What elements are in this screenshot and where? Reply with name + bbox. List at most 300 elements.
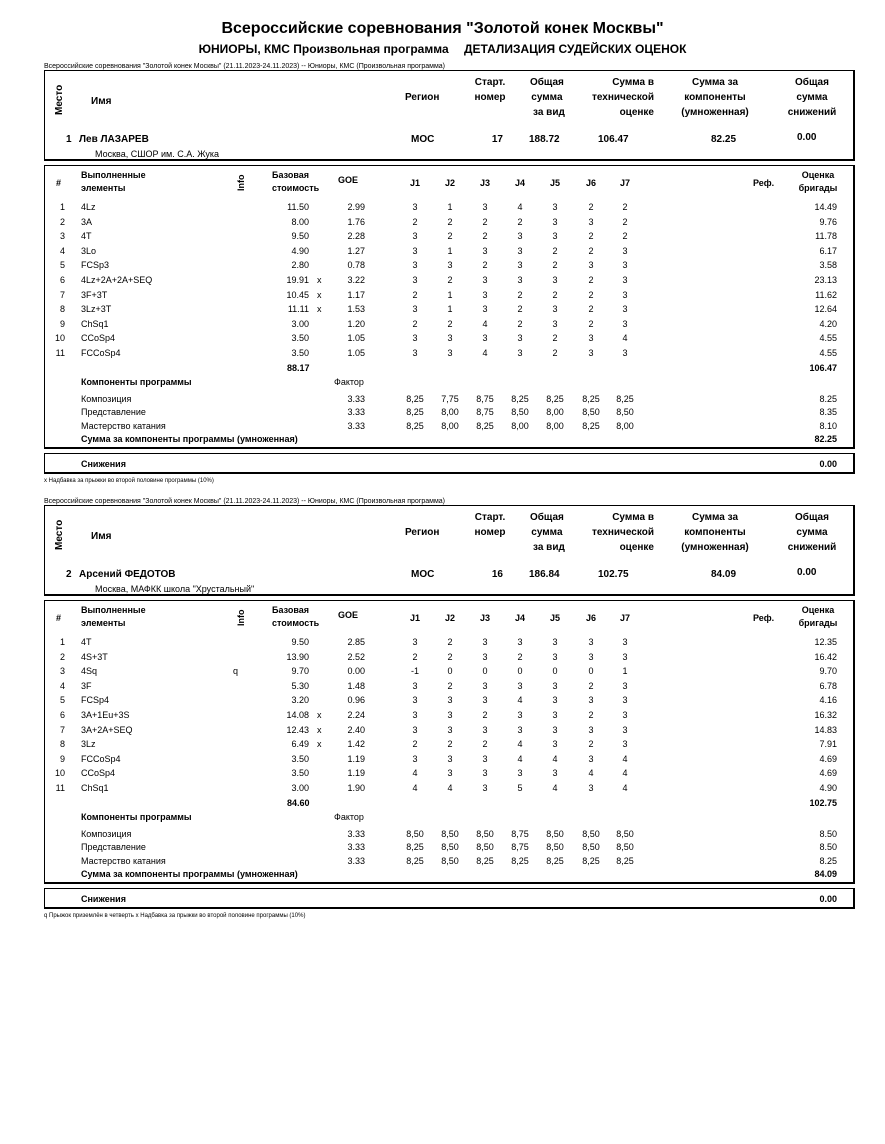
element-base-value: 3.50 <box>291 768 309 779</box>
component-name: Мастерство катания <box>81 855 166 866</box>
second-half-bonus-mark: x <box>317 710 322 720</box>
judge-2-goe: 0 <box>447 666 453 677</box>
element-code: 3Lo <box>81 245 97 256</box>
judge-header-1: J1 <box>409 178 420 188</box>
element-goe: 1.05 <box>347 333 365 344</box>
element-goe: 1.76 <box>347 216 365 227</box>
panel-score-header: Оценка бригады <box>798 605 838 628</box>
total-score: 186.84 <box>529 569 560 580</box>
judge-2-goe: 3 <box>447 348 453 358</box>
judge-4-goe: 2 <box>517 318 523 329</box>
judge-4-goe: 2 <box>517 216 523 227</box>
judge-3-component-mark: 8,50 <box>476 828 494 839</box>
judge-6-goe: 2 <box>588 275 594 285</box>
judge-5-goe: 4 <box>552 783 558 793</box>
element-base-value: 11.50 <box>287 202 309 212</box>
judge-5-goe: 3 <box>552 275 558 285</box>
judge-7-goe: 3 <box>622 348 628 358</box>
judge-6-goe: 3 <box>588 724 594 735</box>
element-goe: 1.19 <box>347 768 365 779</box>
judge-header-3: J3 <box>479 178 490 188</box>
judge-2-component-mark: 7,75 <box>441 393 459 404</box>
judge-1-goe: 3 <box>412 245 418 256</box>
element-base-value: 9.70 <box>291 666 309 677</box>
judge-4-goe: 3 <box>517 637 523 647</box>
judge-7-goe: 2 <box>622 231 628 242</box>
judge-1-component-mark: 8,25 <box>406 842 424 853</box>
judge-2-goe: 3 <box>447 753 453 764</box>
judge-5-goe: 3 <box>552 231 558 242</box>
element-number: 10 <box>54 333 65 344</box>
judge-7-component-mark: 8,50 <box>616 407 634 418</box>
element-panel-score: 4.20 <box>819 318 837 329</box>
judge-1-goe: 2 <box>412 318 418 329</box>
deductions-header: Общая сумма снижений <box>787 512 837 553</box>
judge-1-component-mark: 8,25 <box>406 855 424 866</box>
judge-header-3: J3 <box>479 613 490 623</box>
element-base-value: 3.00 <box>291 318 309 329</box>
judge-5-component-mark: 8,25 <box>546 855 564 866</box>
element-number: 7 <box>59 724 65 735</box>
pcs-header: Сумма за компоненты (умноженная) <box>681 512 749 553</box>
element-code: ChSq1 <box>81 318 109 329</box>
element-goe: 2.52 <box>347 651 365 662</box>
name-header: Имя <box>91 96 112 107</box>
goe-header: GOE <box>338 175 359 185</box>
element-number: 9 <box>59 318 65 329</box>
element-code: 3Lz <box>81 739 96 750</box>
judge-2-goe: 1 <box>447 304 453 315</box>
element-goe: 1.20 <box>347 318 365 329</box>
judge-3-component-mark: 8,25 <box>476 855 494 866</box>
judge-6-goe: 2 <box>588 710 594 720</box>
judge-7-goe: 3 <box>622 304 628 315</box>
judge-1-goe: 3 <box>412 333 418 344</box>
region-header: Регион <box>405 527 440 538</box>
judge-6-component-mark: 8,50 <box>582 842 600 853</box>
element-number: 1 <box>59 637 65 647</box>
element-panel-score: 23.13 <box>814 275 837 285</box>
element-panel-score: 11.62 <box>815 289 837 300</box>
element-base-value: 9.50 <box>291 231 309 242</box>
base-value-header: Базовая стоимость <box>272 605 320 628</box>
element-code: 4T <box>81 231 92 242</box>
judge-2-goe: 3 <box>447 724 453 735</box>
judge-4-component-mark: 8,25 <box>511 393 529 404</box>
region-header: Регион <box>405 92 440 103</box>
judge-1-goe: 3 <box>412 275 418 285</box>
element-number: 2 <box>59 651 65 662</box>
component-panel-score: 8.25 <box>819 855 837 866</box>
judge-2-goe: 1 <box>447 289 453 300</box>
judge-5-component-mark: 8,50 <box>546 828 564 839</box>
element-base-value: 14.08 <box>286 710 309 720</box>
judge-6-goe: 2 <box>588 739 594 750</box>
judge-header-4: J4 <box>514 613 525 623</box>
judge-header-5: J5 <box>549 613 560 623</box>
judge-2-goe: 2 <box>447 680 453 691</box>
judge-2-component-mark: 8,00 <box>441 407 459 418</box>
element-code: 3F <box>81 680 92 691</box>
document-subtitle <box>0 42 885 56</box>
deductions-label: Снижения <box>81 459 126 470</box>
judge-4-goe: 3 <box>517 768 523 779</box>
component-name: Мастерство катания <box>81 420 166 431</box>
element-panel-score: 16.32 <box>814 710 837 720</box>
element-panel-score: 4.55 <box>819 348 837 358</box>
report-type: ДЕТАЛИЗАЦИЯ СУДЕЙСКИХ ОЦЕНОК <box>463 42 687 56</box>
element-number-header: # <box>56 613 62 623</box>
judge-6-goe: 2 <box>588 231 594 242</box>
info-header: Info <box>236 174 246 191</box>
element-goe: 2.99 <box>347 202 365 212</box>
judge-2-goe: 3 <box>447 260 453 271</box>
judge-5-goe: 3 <box>552 739 558 750</box>
judge-2-goe: 2 <box>447 651 453 662</box>
judge-header-7: J7 <box>619 613 630 623</box>
judge-3-goe: 3 <box>482 289 488 300</box>
element-code: 3A <box>81 216 93 227</box>
pcs-total-value: 82.25 <box>814 434 837 445</box>
judge-5-goe: 2 <box>552 333 558 344</box>
judge-7-goe: 4 <box>622 753 628 764</box>
skater-summary-box <box>44 505 855 596</box>
total-score-header: Общая сумма за вид <box>529 77 565 118</box>
judge-7-goe: 3 <box>622 710 628 720</box>
judge-3-goe: 3 <box>482 651 488 662</box>
judge-6-goe: 3 <box>588 348 594 358</box>
judge-7-goe: 3 <box>622 695 628 706</box>
judge-3-goe: 2 <box>482 216 488 227</box>
judge-7-goe: 4 <box>622 333 628 344</box>
element-goe: 1.19 <box>347 753 365 764</box>
tes-total: 102.75 <box>809 797 837 808</box>
element-goe: 2.40 <box>347 724 365 735</box>
judge-2-goe: 1 <box>447 202 453 212</box>
judge-7-component-mark: 8,50 <box>616 828 634 839</box>
judge-6-goe: 2 <box>588 202 594 212</box>
element-info: q <box>233 666 239 677</box>
referee-header: Реф. <box>753 178 775 188</box>
judge-1-goe: 3 <box>412 260 418 271</box>
judge-6-goe: 2 <box>588 680 594 691</box>
element-number: 10 <box>54 768 65 779</box>
judge-4-goe: 3 <box>517 724 523 735</box>
element-goe: 0.78 <box>347 260 365 271</box>
pcs-total-label: Сумма за компоненты программы (умноженная) <box>81 869 298 880</box>
judge-4-component-mark: 8,00 <box>511 420 529 431</box>
judge-6-component-mark: 8,50 <box>582 828 600 839</box>
judge-6-goe: 3 <box>588 651 594 662</box>
judge-5-goe: 2 <box>552 289 558 300</box>
element-code: 3A+2A+SEQ <box>81 724 133 735</box>
judge-1-component-mark: 8,25 <box>406 393 424 404</box>
judge-3-component-mark: 8,75 <box>476 393 494 404</box>
element-base-value: 3.50 <box>291 333 309 344</box>
element-code: 4T <box>81 637 92 647</box>
element-code: FCSp3 <box>81 260 110 271</box>
judge-4-goe: 4 <box>517 695 523 706</box>
element-number-header: # <box>56 178 62 188</box>
element-base-value: 11.11 <box>287 304 309 315</box>
deductions-label: Снижения <box>81 894 126 905</box>
element-panel-score: 6.78 <box>819 680 837 691</box>
total-score-header: Общая сумма за вид <box>529 512 565 553</box>
element-number: 8 <box>59 739 65 750</box>
place-header: Место <box>54 519 65 550</box>
judge-7-goe: 4 <box>622 783 628 793</box>
start-number: 16 <box>491 569 503 580</box>
judge-1-goe: 3 <box>412 724 418 735</box>
judge-6-component-mark: 8,25 <box>582 420 600 431</box>
element-code: 3Lz+3T <box>81 304 112 315</box>
document-title: Всероссийские соревнования "Золотой конек Москвы" <box>221 20 664 37</box>
judge-1-goe: 3 <box>412 710 418 720</box>
judge-1-goe: 3 <box>412 304 418 315</box>
judge-7-goe: 3 <box>622 739 628 750</box>
element-panel-score: 11.78 <box>815 231 837 242</box>
element-panel-score: 14.83 <box>814 724 837 735</box>
judge-header-2: J2 <box>444 613 455 623</box>
deductions-score: 0.00 <box>797 132 817 143</box>
judge-5-goe: 3 <box>552 680 558 691</box>
element-code: CCoSp4 <box>81 768 116 779</box>
element-panel-score: 4.69 <box>819 753 837 764</box>
judge-6-component-mark: 8,25 <box>582 393 600 404</box>
deductions-header: Общая сумма снижений <box>787 77 837 118</box>
element-base-value: 3.50 <box>291 753 309 764</box>
judge-7-goe: 2 <box>622 202 628 212</box>
judge-3-goe: 3 <box>482 783 488 793</box>
element-goe: 1.90 <box>347 783 365 793</box>
judge-3-goe: 3 <box>482 768 488 779</box>
skater-name: Лев ЛАЗАРЕВ <box>79 134 149 145</box>
element-goe: 0.96 <box>347 695 365 706</box>
element-code: 4Lz+2A+2A+SEQ <box>81 275 153 285</box>
judge-1-component-mark: 8,25 <box>406 407 424 418</box>
component-name: Представление <box>81 407 146 418</box>
element-base-value: 9.50 <box>291 637 309 647</box>
judge-2-goe: 1 <box>447 245 453 256</box>
judge-2-goe: 2 <box>447 216 453 227</box>
element-base-value: 8.00 <box>291 216 309 227</box>
judge-3-component-mark: 8,75 <box>476 407 494 418</box>
element-panel-score: 4.69 <box>819 768 837 779</box>
deductions-score: 0.00 <box>797 567 817 578</box>
judge-3-goe: 2 <box>482 710 488 720</box>
element-number: 11 <box>55 783 65 793</box>
judge-5-component-mark: 8,25 <box>546 393 564 404</box>
skater-club: Москва, СШОР им. С.А. Жука <box>95 149 220 159</box>
judge-3-goe: 2 <box>482 231 488 242</box>
judge-4-goe: 4 <box>517 202 523 212</box>
judge-2-goe: 3 <box>447 710 453 720</box>
judge-5-goe: 2 <box>552 348 558 358</box>
judge-2-goe: 3 <box>447 768 453 779</box>
element-code: 4Lz <box>81 202 96 212</box>
element-goe: 1.53 <box>347 304 365 315</box>
start-number-header: Старт. номер <box>474 512 506 538</box>
judge-3-goe: 3 <box>482 304 488 315</box>
element-panel-score: 4.16 <box>819 695 837 706</box>
judge-2-goe: 2 <box>447 318 453 329</box>
judge-4-goe: 3 <box>517 275 523 285</box>
skater-region: MOC <box>411 569 435 580</box>
judge-3-component-mark: 8,25 <box>476 420 494 431</box>
footnote: x Надбавка за прыжки во второй половине программы (10%) <box>44 478 214 485</box>
judge-3-goe: 2 <box>482 260 488 271</box>
element-goe: 1.27 <box>347 245 365 256</box>
judge-5-component-mark: 8,50 <box>546 842 564 853</box>
judge-2-goe: 4 <box>447 783 453 793</box>
element-goe: 2.28 <box>347 231 365 242</box>
element-goe: 1.48 <box>347 680 365 691</box>
judge-4-goe: 3 <box>517 710 523 720</box>
judge-5-goe: 3 <box>552 768 558 779</box>
judge-3-goe: 4 <box>482 318 488 329</box>
element-number: 1 <box>59 202 65 212</box>
component-panel-score: 8.50 <box>819 828 837 839</box>
base-value-total: 88.17 <box>287 362 310 373</box>
element-panel-score: 4.90 <box>819 783 837 793</box>
component-panel-score: 8.50 <box>819 842 837 853</box>
base-value-total: 84.60 <box>287 797 310 808</box>
skater-place: 2 <box>66 569 72 580</box>
referee-header: Реф. <box>753 613 775 623</box>
judge-6-goe: 3 <box>588 695 594 706</box>
skater-club: Москва, МАФКК школа "Хрустальный" <box>95 584 255 594</box>
element-number: 4 <box>59 680 65 691</box>
skater-summary-box <box>44 70 855 161</box>
judge-5-goe: 2 <box>552 260 558 271</box>
judge-7-goe: 3 <box>622 724 628 735</box>
judge-7-component-mark: 8,25 <box>616 855 634 866</box>
judge-3-goe: 3 <box>482 695 488 706</box>
start-number-header: Старт. номер <box>474 77 506 103</box>
judge-7-component-mark: 8,50 <box>616 842 634 853</box>
element-code: 4S+3T <box>81 651 108 662</box>
judge-3-goe: 2 <box>482 739 488 750</box>
judge-3-goe: 3 <box>482 753 488 764</box>
judge-5-goe: 3 <box>552 304 558 315</box>
element-base-value: 13.90 <box>286 651 309 662</box>
judge-3-goe: 0 <box>482 666 488 677</box>
element-base-value: 12.43 <box>286 724 309 735</box>
judge-1-goe: 3 <box>412 637 418 647</box>
judge-2-component-mark: 8,50 <box>441 842 459 853</box>
judge-5-goe: 2 <box>552 245 558 256</box>
element-number: 4 <box>59 245 65 256</box>
element-goe: 1.42 <box>347 739 365 750</box>
judge-4-component-mark: 8,75 <box>511 842 529 853</box>
pcs-score: 84.09 <box>711 569 737 580</box>
judge-1-goe: 2 <box>412 651 418 662</box>
tes-header: Сумма в технической оценке <box>591 77 654 118</box>
component-panel-score: 8.25 <box>819 393 837 404</box>
judge-1-goe: 2 <box>412 739 418 750</box>
judge-6-goe: 2 <box>588 245 594 256</box>
second-half-bonus-mark: x <box>317 724 322 735</box>
element-panel-score: 12.64 <box>814 304 837 315</box>
category-program: ЮНИОРЫ, КМС Произвольная программа <box>198 42 449 56</box>
judge-4-goe: 3 <box>517 231 523 242</box>
judge-7-goe: 4 <box>622 768 628 779</box>
component-name: Представление <box>81 842 146 853</box>
judge-7-goe: 1 <box>622 666 628 677</box>
judge-2-component-mark: 8,50 <box>441 855 459 866</box>
element-panel-score: 12.35 <box>814 637 837 647</box>
judge-4-goe: 4 <box>517 753 523 764</box>
judge-5-goe: 3 <box>552 637 558 647</box>
judge-1-goe: 3 <box>412 231 418 242</box>
judge-3-goe: 3 <box>482 333 488 344</box>
judge-2-goe: 2 <box>447 275 453 285</box>
element-goe: 2.85 <box>347 637 365 647</box>
element-goe: 3.22 <box>347 275 365 285</box>
component-factor: 3.33 <box>347 420 365 431</box>
base-value-header: Базовая стоимость <box>272 170 320 193</box>
element-goe: 1.17 <box>347 289 365 300</box>
element-number: 5 <box>59 695 65 706</box>
second-half-bonus-mark: x <box>317 289 322 300</box>
skater-name: Арсений ФЕДОТОВ <box>79 569 176 580</box>
elements-header: Выполненные элементы <box>81 605 146 628</box>
judge-4-goe: 2 <box>517 304 523 315</box>
judge-2-goe: 3 <box>447 695 453 706</box>
event-line: Всероссийские соревнования "Золотой конек Москвы" (21.11.2023-24.11.2023) -- Юниоры, КМС (Произвольная программа) <box>44 498 446 505</box>
component-factor: 3.33 <box>347 842 365 853</box>
judge-7-goe: 3 <box>622 680 628 691</box>
component-factor: 3.33 <box>347 393 365 404</box>
judge-1-goe: 4 <box>412 768 418 779</box>
judge-4-goe: 3 <box>517 680 523 691</box>
element-base-value: 3.20 <box>291 695 309 706</box>
judge-6-component-mark: 8,50 <box>582 407 600 418</box>
judge-3-goe: 3 <box>482 637 488 647</box>
judge-6-goe: 4 <box>588 768 594 779</box>
judge-2-component-mark: 8,00 <box>441 420 459 431</box>
judge-4-component-mark: 8,75 <box>511 828 529 839</box>
judge-4-goe: 2 <box>517 651 523 662</box>
element-number: 7 <box>59 289 65 300</box>
judge-4-goe: 4 <box>517 739 523 750</box>
judge-header-7: J7 <box>619 178 630 188</box>
second-half-bonus-mark: x <box>317 304 322 315</box>
element-panel-score: 9.76 <box>819 216 837 227</box>
judge-5-goe: 3 <box>552 202 558 212</box>
element-base-value: 10.45 <box>286 289 309 300</box>
judge-2-goe: 2 <box>447 739 453 750</box>
judge-1-goe: 3 <box>412 348 418 358</box>
judge-4-component-mark: 8,25 <box>511 855 529 866</box>
element-number: 11 <box>55 348 65 358</box>
deductions-box <box>44 453 855 474</box>
judge-1-goe: 3 <box>412 753 418 764</box>
judge-5-goe: 3 <box>552 216 558 227</box>
goe-header: GOE <box>338 610 359 620</box>
judge-3-component-mark: 8,50 <box>476 842 494 853</box>
judge-header-2: J2 <box>444 178 455 188</box>
judge-3-goe: 3 <box>482 680 488 691</box>
component-factor: 3.33 <box>347 855 365 866</box>
element-number: 9 <box>59 753 65 764</box>
judge-header-6: J6 <box>585 613 596 623</box>
element-base-value: 3.50 <box>291 348 309 358</box>
deductions-value: 0.00 <box>819 894 837 905</box>
judge-4-goe: 3 <box>517 348 523 358</box>
element-base-value: 6.49 <box>291 739 309 750</box>
judge-4-goe: 3 <box>517 333 523 344</box>
